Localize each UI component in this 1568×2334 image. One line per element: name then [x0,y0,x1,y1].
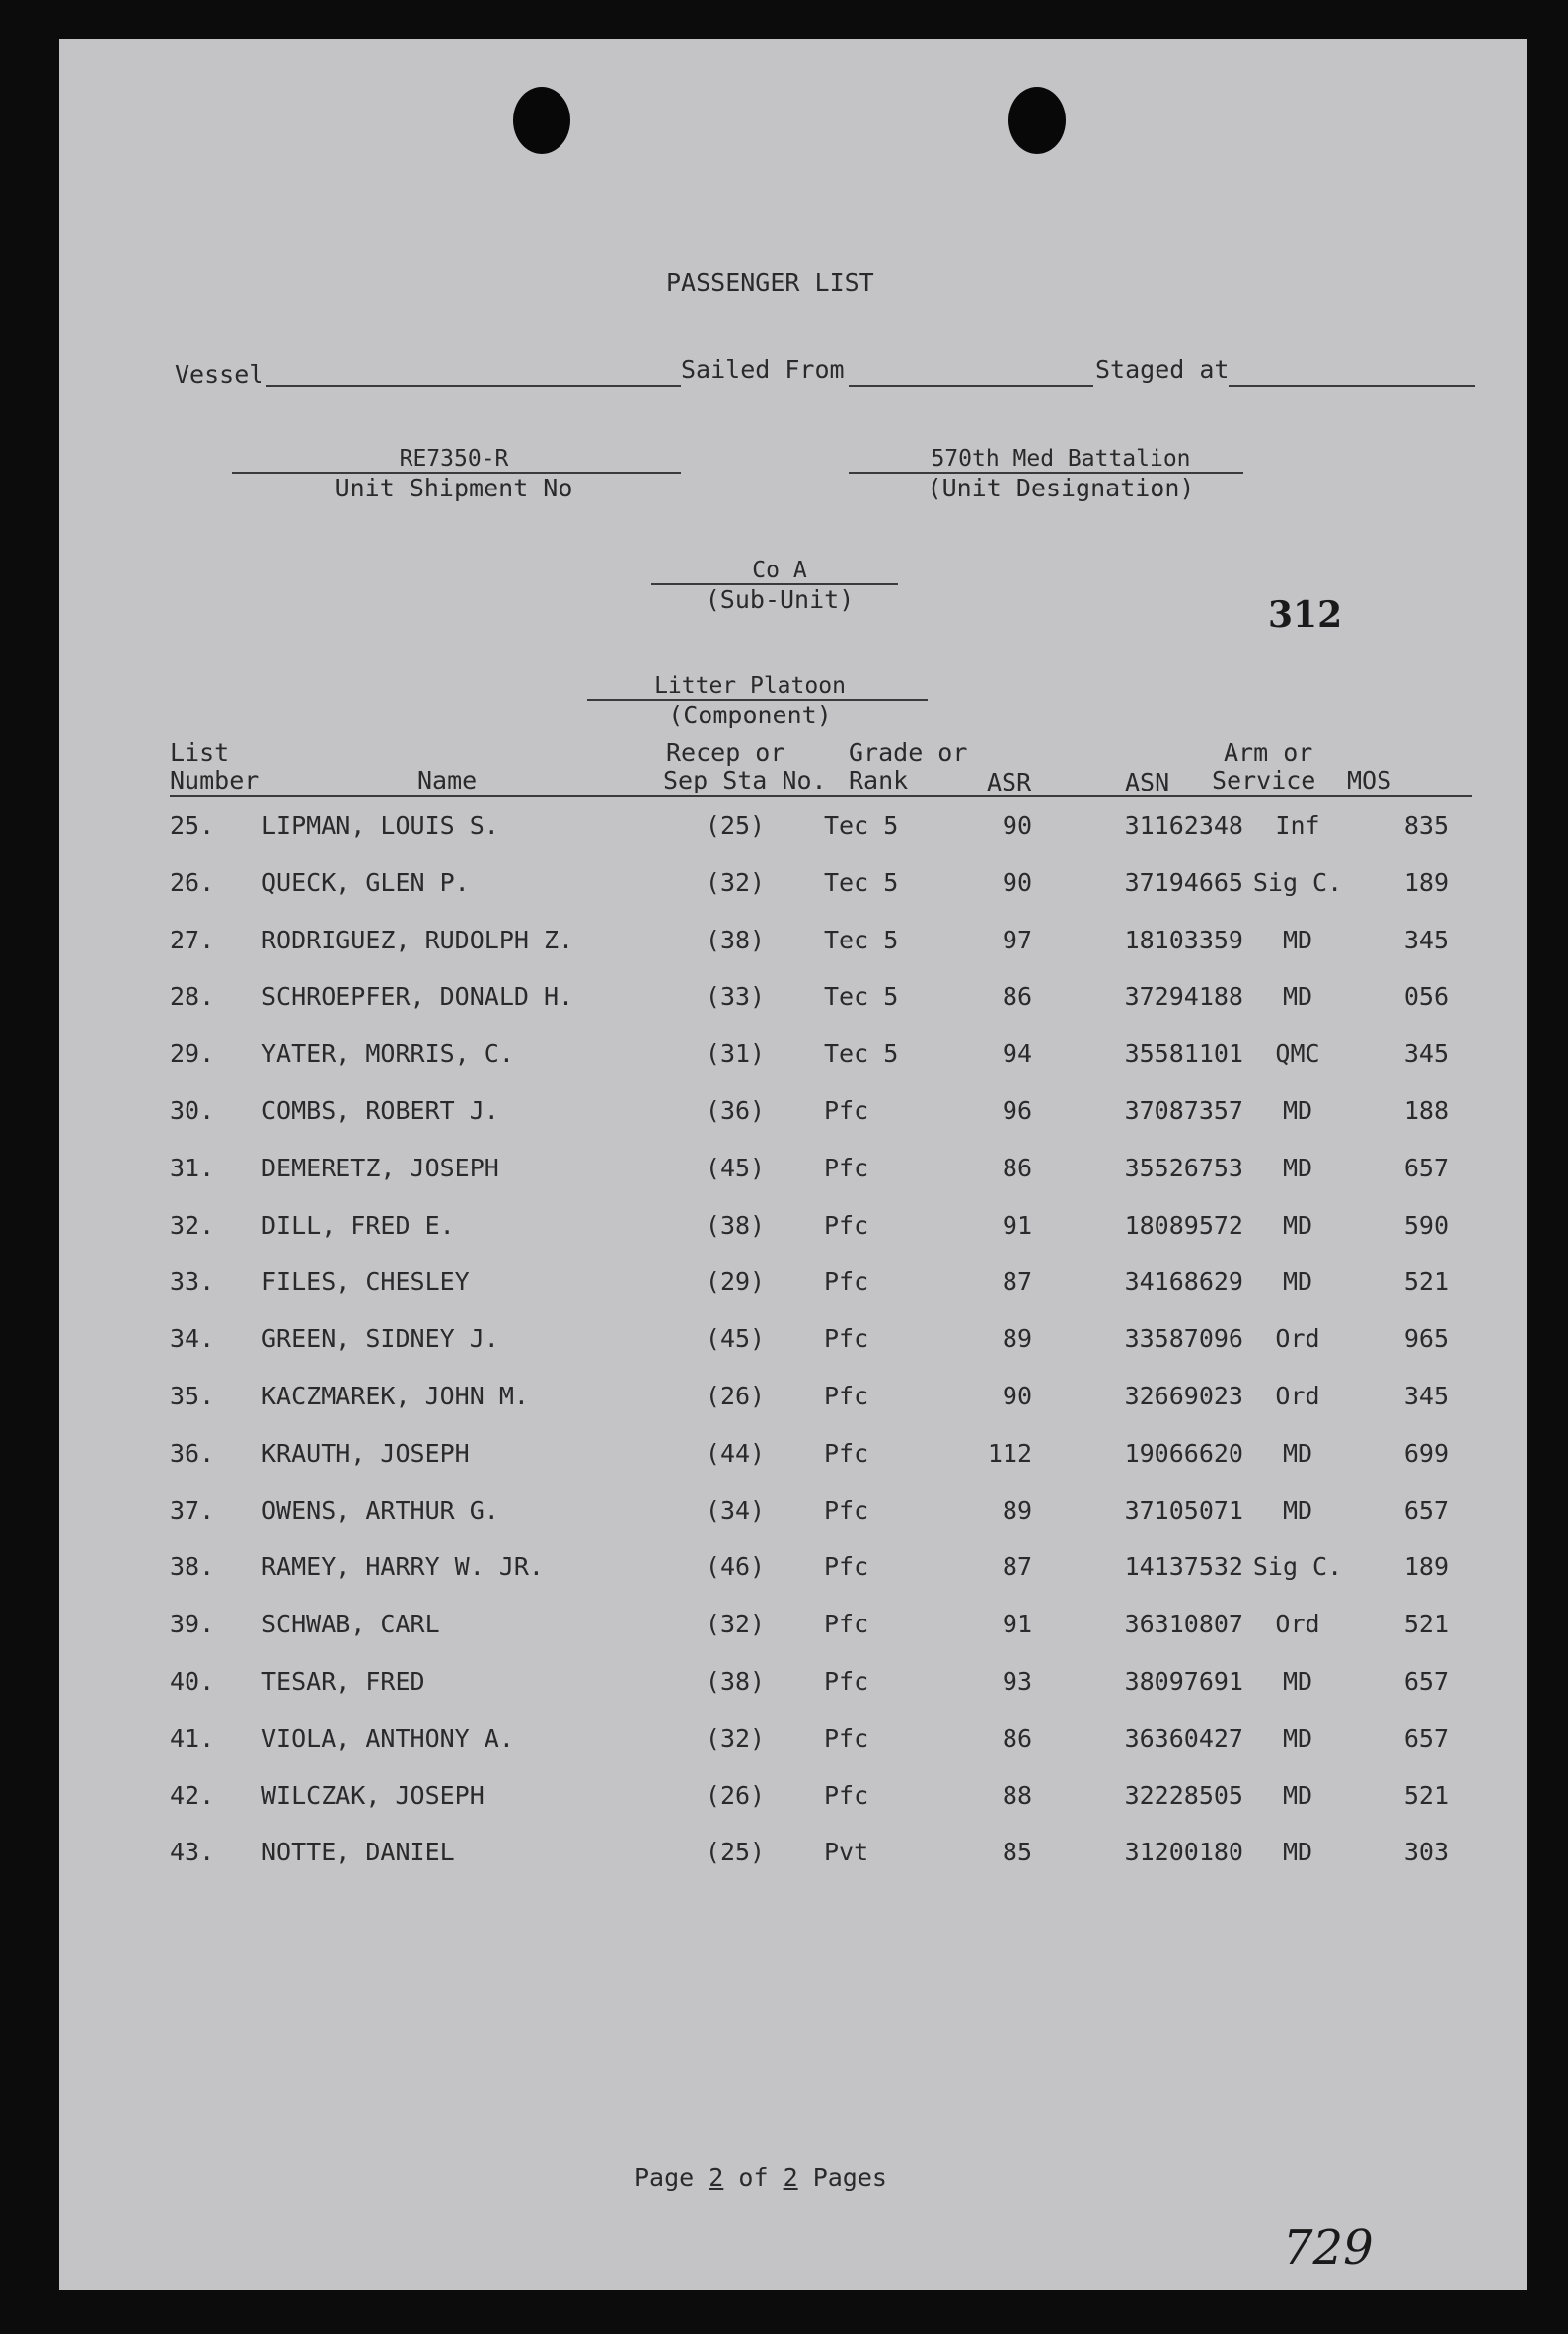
asn-number: 38097691 [1124,1667,1243,1695]
arm-service: MD [1282,1438,1313,1468]
grade-rank: Pfc [824,1153,869,1182]
recep-sta-no: (44) [705,1438,766,1468]
list-number: 41. [170,1723,215,1753]
asr-score: 94 [1002,1039,1032,1069]
recep-sta-no: (38) [705,1667,766,1695]
asn-number: 33587096 [1124,1324,1243,1354]
arm-service: MD [1282,925,1313,954]
recep-sta-no: (46) [705,1552,766,1582]
asr-score: 88 [1002,1780,1032,1810]
arm-service: MD [1282,1780,1313,1810]
sheet-number: 312 [1268,594,1343,636]
recep-sta-no: (31) [705,1039,766,1069]
table-row [59,811,1527,851]
arm-service: MD [1282,1723,1313,1753]
list-number: 29. [170,1039,215,1069]
mos-code: 657 [1403,1495,1449,1525]
table-row [59,1610,1527,1649]
mos-code: 521 [1403,1610,1449,1639]
recep-sta-no: (36) [705,1096,766,1125]
asn-number: 37194665 [1124,867,1243,897]
arm-service: Inf [1275,811,1320,840]
asr-score: 93 [1002,1667,1032,1695]
table-row [59,1382,1527,1421]
list-number: 37. [170,1495,215,1525]
asn-number: 32228505 [1124,1780,1243,1810]
grade-rank: Pfc [824,1552,869,1582]
grade-rank: Pfc [824,1723,869,1753]
passenger-name: NOTTE, DANIEL [261,1838,455,1867]
table-row [59,1552,1527,1592]
asn-number: 36310807 [1124,1610,1243,1639]
col-header-list: List [170,738,230,767]
mos-code: 521 [1403,1780,1449,1810]
arm-service: MD [1282,1153,1313,1182]
staged-at-label: Staged at [1095,355,1230,384]
table-row [59,982,1527,1021]
col-header-recep: Recep or [666,738,785,767]
passenger-name: YATER, MORRIS, C. [261,1039,514,1069]
asn-number: 37294188 [1124,982,1243,1012]
passenger-name: FILES, CHESLEY [261,1267,470,1297]
mos-code: 835 [1403,811,1449,840]
asr-score: 86 [1002,982,1032,1012]
table-row [59,1211,1527,1250]
unit-shipment-value: RE7350-R [399,446,509,472]
mos-code: 965 [1403,1324,1449,1354]
arm-service: Ord [1275,1324,1320,1354]
list-number: 32. [170,1210,215,1240]
mos-code: 345 [1403,1382,1449,1410]
page-total: 2 [783,2163,798,2192]
passenger-name: RODRIGUEZ, RUDOLPH Z. [261,925,574,954]
passenger-name: COMBS, ROBERT J. [261,1096,499,1125]
grade-rank: Pfc [824,1667,869,1695]
list-number: 30. [170,1096,215,1125]
recep-sta-no: (32) [705,867,766,897]
recep-sta-no: (33) [705,982,766,1012]
sub-unit-label: (Sub-Unit) [705,585,855,614]
table-row [59,1154,1527,1193]
asr-score: 97 [1002,925,1032,954]
handwritten-number: 729 [1283,2221,1374,2276]
arm-service: MD [1282,1667,1313,1695]
staged-at-blank [1229,385,1475,387]
of-label: of [738,2163,769,2192]
asn-number: 14137532 [1124,1552,1243,1582]
grade-rank: Pfc [824,1610,869,1639]
grade-rank: Tec 5 [824,1039,899,1069]
mos-code: 657 [1403,1153,1449,1182]
recep-sta-no: (45) [705,1324,766,1354]
asn-number: 36360427 [1124,1723,1243,1753]
page-title: PASSENGER LIST [666,268,874,297]
table-row [59,1267,1527,1307]
asr-score: 86 [1002,1723,1032,1753]
asn-number: 37087357 [1124,1096,1243,1125]
list-number: 26. [170,867,215,897]
recep-sta-no: (38) [705,1210,766,1240]
asr-score: 89 [1002,1495,1032,1525]
mos-code: 521 [1403,1267,1449,1297]
table-row [59,1724,1527,1764]
list-number: 25. [170,811,215,840]
table-row [59,1496,1527,1536]
asn-number: 31162348 [1124,811,1243,840]
arm-service: MD [1282,1210,1313,1240]
table-row [59,868,1527,908]
recep-sta-no: (26) [705,1382,766,1410]
passenger-name: SCHWAB, CARL [261,1610,440,1639]
col-header-name: Name [417,766,478,794]
arm-service: MD [1282,1838,1313,1867]
asr-score: 90 [1002,811,1032,840]
grade-rank: Pvt [824,1838,869,1867]
passenger-name: OWENS, ARTHUR G. [261,1495,499,1525]
header-rule [170,795,1472,797]
recep-sta-no: (32) [705,1610,766,1639]
asr-score: 85 [1002,1838,1032,1867]
page-label: Page [635,2163,695,2192]
passenger-name: TESAR, FRED [261,1667,425,1695]
asn-number: 19066620 [1124,1438,1243,1468]
recep-sta-no: (25) [705,1838,766,1867]
list-number: 35. [170,1382,215,1410]
asn-number: 18089572 [1124,1210,1243,1240]
grade-rank: Pfc [824,1210,869,1240]
table-row [59,1667,1527,1706]
sub-unit-value: Co A [752,558,807,583]
list-number: 38. [170,1552,215,1582]
arm-service: QMC [1275,1039,1320,1069]
list-number: 27. [170,925,215,954]
asr-score: 90 [1002,1382,1032,1410]
asr-score: 86 [1002,1153,1032,1182]
unit-designation-label: (Unit Designation) [927,474,1195,502]
grade-rank: Tec 5 [824,982,899,1012]
asr-score: 89 [1002,1324,1032,1354]
passenger-name: LIPMAN, LOUIS S. [261,811,499,840]
arm-service: MD [1282,1267,1313,1297]
col-header-mos: MOS [1347,766,1392,794]
asr-score: 91 [1002,1210,1032,1240]
component-label: (Component) [668,701,832,729]
passenger-name: DEMERETZ, JOSEPH [261,1153,499,1182]
recep-sta-no: (45) [705,1153,766,1182]
asr-score: 90 [1002,867,1032,897]
passenger-name: WILCZAK, JOSEPH [261,1780,485,1810]
list-number: 28. [170,982,215,1012]
mos-code: 657 [1403,1723,1449,1753]
passenger-name: QUECK, GLEN P. [261,867,470,897]
col-header-number: Number [170,766,260,794]
mos-code: 345 [1403,1039,1449,1069]
table-row [59,926,1527,965]
punch-hole-right [1008,87,1066,154]
sailed-from-label: Sailed From [681,355,845,384]
list-number: 42. [170,1780,215,1810]
table-row [59,1039,1527,1079]
document-page [59,39,1527,2290]
table-row [59,1439,1527,1478]
recep-sta-no: (26) [705,1780,766,1810]
page-footer [635,2163,887,2192]
asn-number: 32669023 [1124,1382,1243,1410]
col-header-service: Service [1212,766,1316,794]
unit-designation-value: 570th Med Battalion [931,446,1191,472]
list-number: 36. [170,1438,215,1468]
list-number: 33. [170,1267,215,1297]
punch-hole-left [513,87,570,154]
asr-score: 87 [1002,1552,1032,1582]
col-header-asr: ASR [987,768,1032,796]
arm-service: MD [1282,982,1313,1012]
table-row [59,1324,1527,1364]
table-row [59,1838,1527,1877]
col-header-rank: Rank [849,766,909,794]
asr-score: 91 [1002,1610,1032,1639]
arm-service: MD [1282,1495,1313,1525]
grade-rank: Pfc [824,1096,869,1125]
asn-number: 34168629 [1124,1267,1243,1297]
grade-rank: Tec 5 [824,925,899,954]
arm-service: Sig C. [1252,867,1343,897]
mos-code: 056 [1403,982,1449,1012]
list-number: 31. [170,1153,215,1182]
mos-code: 657 [1403,1667,1449,1695]
recep-sta-no: (38) [705,925,766,954]
table-row [59,1781,1527,1821]
unit-shipment-label: Unit Shipment No [335,474,573,502]
asr-score: 87 [1002,1267,1032,1297]
list-number: 39. [170,1610,215,1639]
grade-rank: Pfc [824,1780,869,1810]
vessel-label: Vessel [175,360,264,389]
sailed-from-blank [849,385,1093,387]
grade-rank: Pfc [824,1495,869,1525]
mos-code: 345 [1403,925,1449,954]
arm-service: MD [1282,1096,1313,1125]
component-value: Litter Platoon [654,673,846,699]
grade-rank: Pfc [824,1324,869,1354]
table-row [59,1096,1527,1136]
arm-service: Sig C. [1252,1552,1343,1582]
vessel-blank [266,385,681,387]
col-header-arm: Arm or [1224,738,1313,767]
recep-sta-no: (29) [705,1267,766,1297]
grade-rank: Tec 5 [824,811,899,840]
passenger-name: DILL, FRED E. [261,1210,455,1240]
arm-service: Ord [1275,1382,1320,1410]
mos-code: 699 [1403,1438,1449,1468]
passenger-name: KRAUTH, JOSEPH [261,1438,470,1468]
recep-sta-no: (34) [705,1495,766,1525]
grade-rank: Pfc [824,1382,869,1410]
col-header-grade: Grade or [849,738,968,767]
list-number: 34. [170,1324,215,1354]
col-header-sep-sta: Sep Sta No. [663,766,827,794]
asr-score: 112 [987,1438,1032,1468]
asn-number: 37105071 [1124,1495,1243,1525]
asn-number: 18103359 [1124,925,1243,954]
mos-code: 189 [1403,1552,1449,1582]
recep-sta-no: (25) [705,811,766,840]
page-number: 2 [709,2163,724,2192]
grade-rank: Pfc [824,1438,869,1468]
asn-number: 31200180 [1124,1838,1243,1867]
col-header-asn: ASN [1125,768,1170,796]
arm-service: Ord [1275,1610,1320,1639]
pages-label: Pages [812,2163,887,2192]
mos-code: 590 [1403,1210,1449,1240]
mos-code: 303 [1403,1838,1449,1867]
list-number: 43. [170,1838,215,1867]
grade-rank: Tec 5 [824,867,899,897]
asr-score: 96 [1002,1096,1032,1125]
passenger-name: KACZMAREK, JOHN M. [261,1382,529,1410]
asn-number: 35526753 [1124,1153,1243,1182]
asn-number: 35581101 [1124,1039,1243,1069]
mos-code: 189 [1403,867,1449,897]
mos-code: 188 [1403,1096,1449,1125]
passenger-name: VIOLA, ANTHONY A. [261,1723,514,1753]
grade-rank: Pfc [824,1267,869,1297]
recep-sta-no: (32) [705,1723,766,1753]
passenger-name: RAMEY, HARRY W. JR. [261,1552,544,1582]
list-number: 40. [170,1667,215,1695]
passenger-name: GREEN, SIDNEY J. [261,1324,499,1354]
passenger-name: SCHROEPFER, DONALD H. [261,982,574,1012]
